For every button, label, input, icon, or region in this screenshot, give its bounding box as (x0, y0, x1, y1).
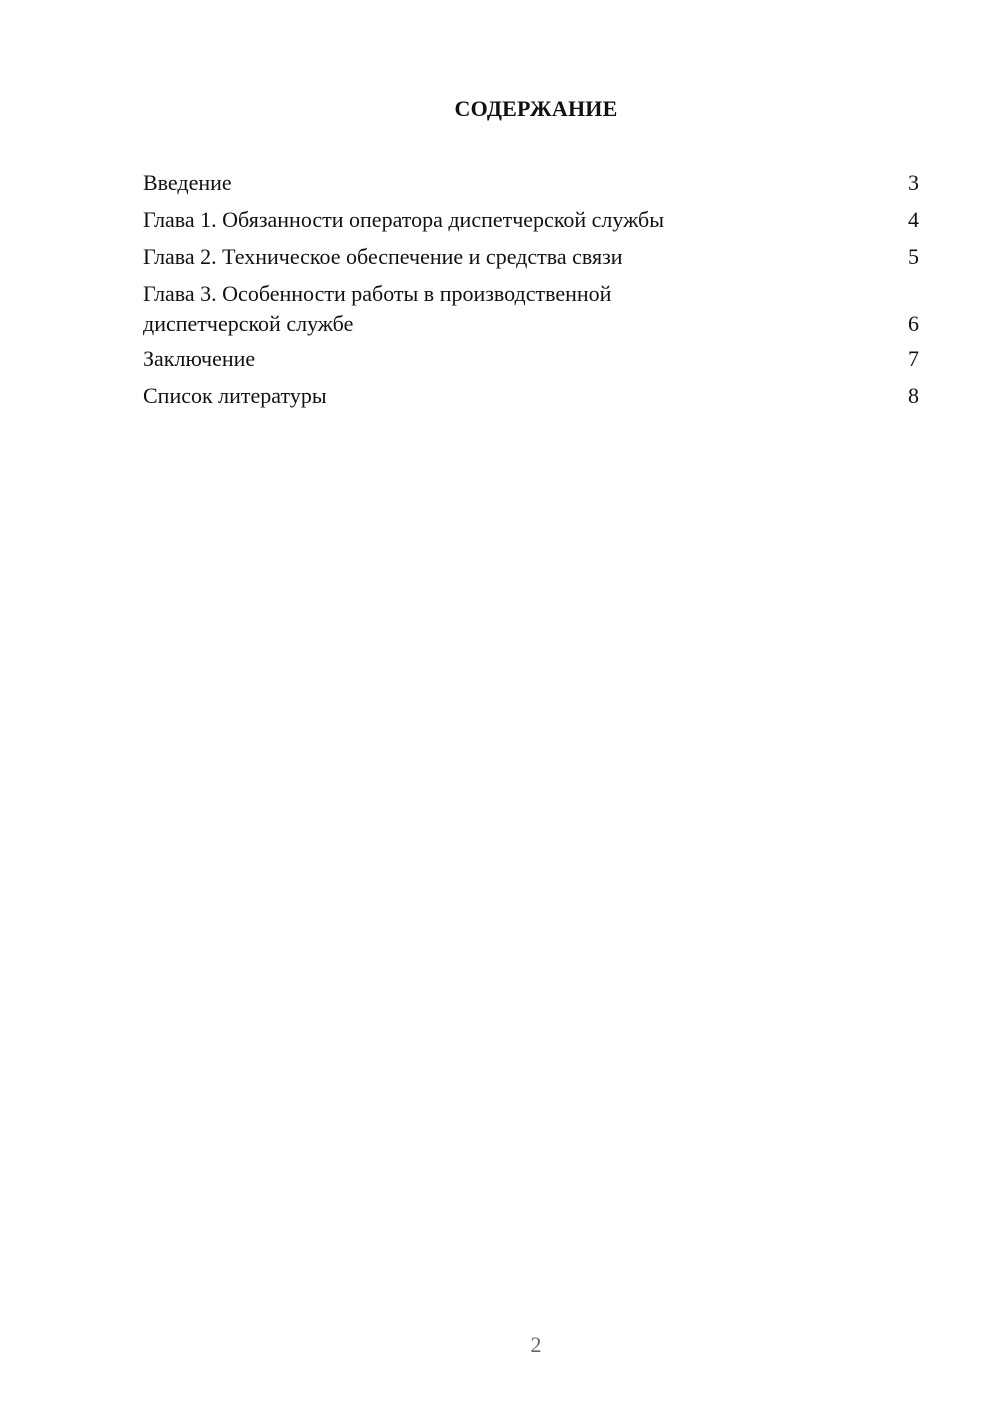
toc-entry-text-line-2: диспетчерской службе (143, 311, 354, 336)
toc-entry-chapter-1[interactable] (143, 205, 919, 235)
toc-entry-label (143, 168, 232, 198)
toc-entry-text: Введение (143, 170, 232, 195)
table-of-contents (143, 168, 919, 418)
toc-entry-text: Глава 2. Техническое обеспечение и средства связи (143, 244, 623, 269)
toc-entry-text-line-1: Глава 3. Особенности работы в производственной (143, 281, 612, 306)
toc-entry-introduction[interactable] (143, 168, 919, 198)
toc-entry-bibliography[interactable] (143, 381, 919, 411)
toc-entry-text: Список литературы (143, 383, 327, 408)
toc-entry-page: 7 (908, 346, 919, 371)
toc-entry-page: 6 (908, 311, 919, 336)
toc-entry-page: 8 (908, 383, 919, 408)
toc-entry-conclusion[interactable] (143, 344, 919, 374)
toc-entry-chapter-2[interactable] (143, 242, 919, 272)
toc-entry-label (143, 205, 664, 235)
toc-entry-chapter-3[interactable] (143, 279, 919, 339)
toc-title: СОДЕРЖАНИЕ (454, 96, 618, 121)
page-number: 2 (530, 1332, 542, 1357)
toc-entry-page: 3 (908, 170, 919, 195)
toc-entry-label (143, 381, 327, 411)
toc-entry-label (143, 279, 611, 339)
toc-entry-text: Глава 1. Обязанности оператора диспетчерской службы (143, 207, 665, 232)
toc-entry-label (143, 344, 255, 374)
toc-entry-label (143, 242, 623, 272)
toc-entry-page: 5 (908, 244, 919, 269)
toc-entry-text: Заключение (143, 346, 256, 371)
toc-entry-page: 4 (908, 207, 919, 232)
